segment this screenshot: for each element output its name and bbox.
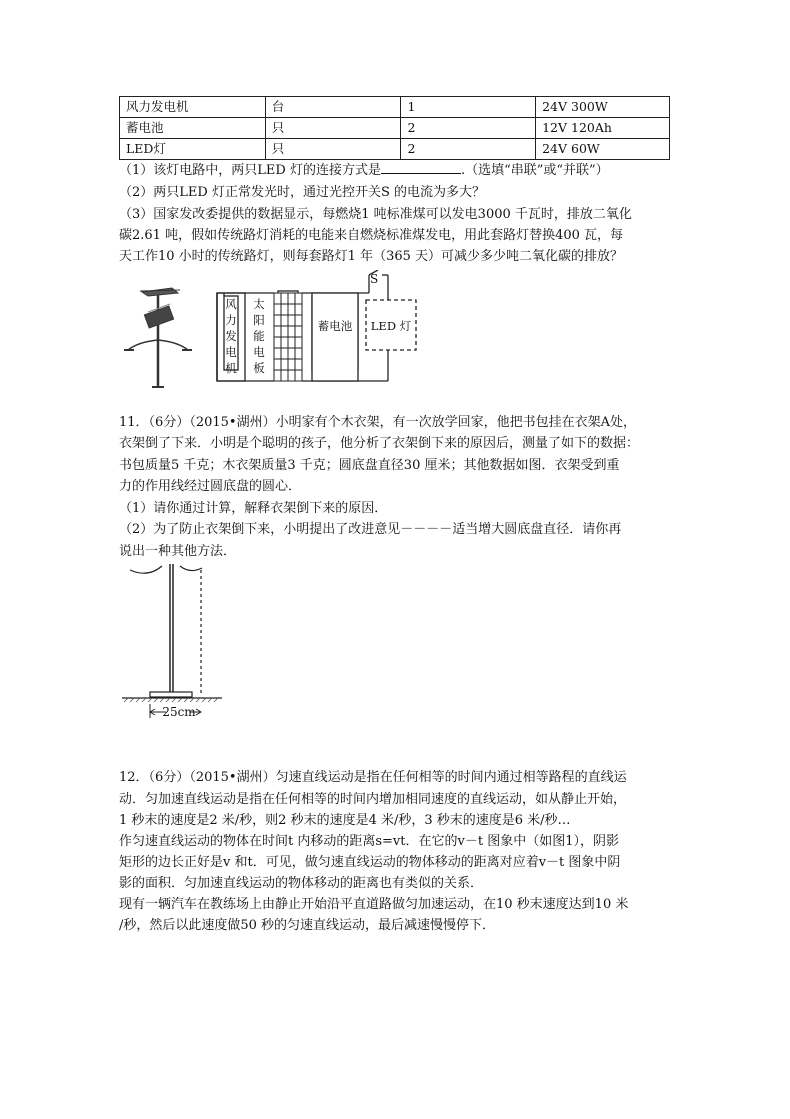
q12-line6: 影的面积．匀加速直线运动的物体移动的距离也有类似的关系． [119,876,484,891]
q12-line7: 现有一辆汽车在教练场上由静止开始沿平直道路做匀加速运动，在10 秒末速度达到10 米 [119,897,629,912]
q10-part3-line2: 碳2.61 吨，假如传统路灯消耗的电能来自燃烧标准煤发电，用此套路灯替换400 瓦，每 [119,228,624,243]
led-label: LED 灯 [370,319,412,333]
table-cell: 1 [401,97,536,118]
solar-panel-label-3: 能 [253,329,265,343]
q11-part2-line1: （2）为了防止衣架倒下来，小明提出了改进意见－－－－适当增大圆底盘直径．请你再 [119,522,622,537]
q11-line2: 衣架倒了下来．小明是个聪明的孩子，他分析了衣架倒下来的原因后，测量了如下的数据： [119,436,640,451]
wind-generator-label-1: 风 [225,297,237,311]
rack-base [150,692,192,697]
wind-generator-label-5: 机 [225,361,237,375]
table-cell: 12V 120Ah [536,118,670,139]
wind-generator-label-2: 力 [225,313,237,327]
street-lamp-illustration [124,288,192,387]
battery-label: 蓄电池 [317,319,353,333]
q10-part1-text: （1）该灯电路中，两只LED 灯的连接方式是 [119,163,381,178]
q11-part2-line2: 说出一种其他方法． [119,544,237,559]
solar-panel-label-4: 电 [253,345,265,359]
q12-line2: 动．匀加速直线运动是指在任何相等的时间内增加相同速度的直线运动，如从静止开始， [119,792,627,807]
equipment-spec-table [119,96,670,160]
table-cell: 台 [265,97,401,118]
table-cell: 2 [401,118,536,139]
table-cell: LED灯 [120,139,266,160]
table-cell: 蓄电池 [120,118,266,139]
street-lamp-circuit-figure [118,270,428,390]
q10-part3-line3: 天工作10 小时的传统路灯，则每套路灯1 年（365 天）可减少多少吨二氧化碳的排放？ [119,249,624,264]
solar-panel-grid [274,293,302,381]
q12-line8: /秒，然后以此速度做50 秒的匀速直线运动，最后减速慢慢停下． [119,918,496,933]
q12-line5: 矩形的边长正好是v 和t．可见，做匀速直线运动的物体移动的距离对应着v－t 图象中阴 [119,855,621,870]
table-cell: 24V 60W [536,139,670,160]
q11-line3: 书包质量5 千克；木衣架质量3 千克；圆底盘直径30 厘米；其他数据如图．衣架受到重 [119,458,620,473]
answer-blank[interactable] [381,160,461,174]
solar-panel-label-5: 板 [253,361,265,375]
q10-part1-hint: .（选填“串联”或“并联”） [460,163,609,178]
rack-hook-right [180,566,202,571]
battery-frame [312,293,358,381]
solar-panel-label-2: 阳 [253,313,265,327]
q11-line4: 力的作用线经过圆底盘的圆心． [119,479,302,494]
table-cell: 2 [401,139,536,160]
clothes-rack-figure [118,558,228,723]
dimension-label: 25cm [162,705,196,719]
table-row [120,118,670,139]
table-row [120,139,670,160]
table-cell: 只 [265,118,401,139]
q12-line1: 12．（6分）（2015•湖州）匀速直线运动是指在任何相等的时间内通过相等路程的直线运 [119,770,627,785]
wind-generator-label-4: 电 [225,345,237,359]
rack-hook-left [130,566,162,573]
switch-label: S [370,272,379,286]
q11-part1: （1）请你通过计算，解释衣架倒下来的原因． [119,501,388,516]
table-cell: 24V 300W [536,97,670,118]
q12-line3: 1 秒末的速度是2 米/秒，则2 秒末的速度是4 米/秒，3 秒末的速度是6 米/秒… [119,813,571,828]
q11-line1: 11．（6分）（2015•湖州）小明家有个木衣架，有一次放学回家，他把书包挂在衣架A处， [119,415,636,430]
wind-generator-label-3: 发 [225,329,237,343]
q10-part1 [119,160,609,182]
table-row [120,97,670,118]
q10-part3-line1: （3）国家发改委提供的数据显示，每燃烧1 吨标准煤可以发电3000 千瓦时，排放二氧化 [119,207,632,222]
table-cell: 只 [265,139,401,160]
table-cell: 风力发电机 [120,97,266,118]
q12-line4: 作匀速直线运动的物体在时间t 内移动的距离s=vt．在它的v－t 图象中（如图1），阴影 [119,834,619,849]
solar-panel-label-1: 太 [253,297,265,311]
q10-part2: （2）两只LED 灯正常发光时，通过光控开关S 的电流为多大？ [119,185,485,200]
